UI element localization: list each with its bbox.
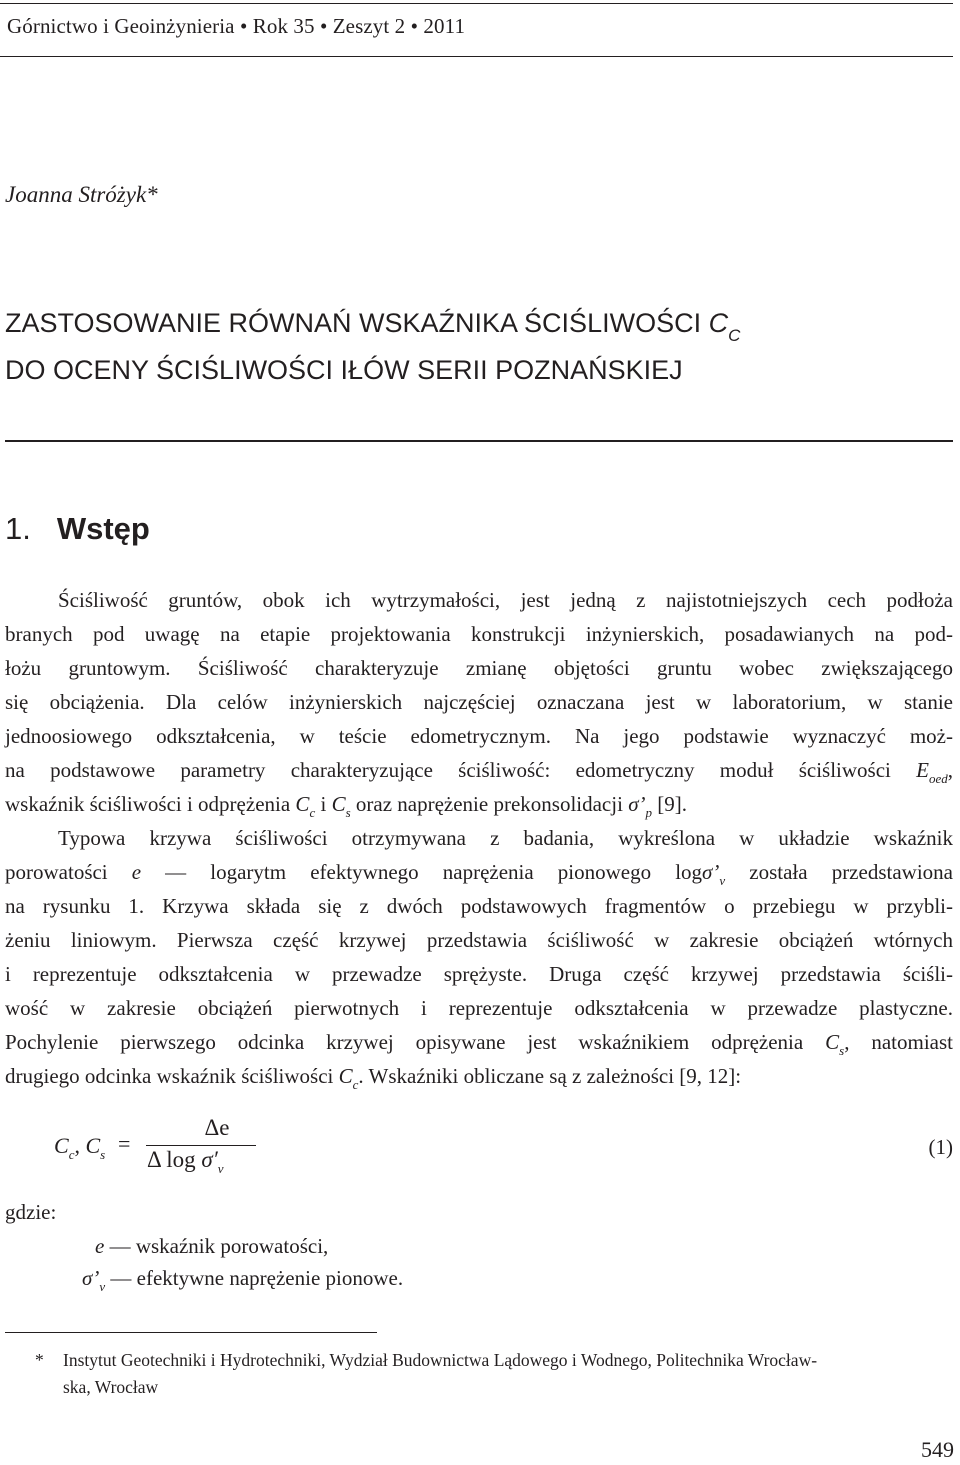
body-line: na podstawowe parametry charakteryzujące ściśliwość: edometryczny moduł ściśliwości $E_{oed}$, bbox=[5, 758, 953, 786]
body-line: Ściśliwość gruntów, obok ich wytrzymałości, jest jedną z najistotniejszych cech podłoża bbox=[58, 588, 953, 612]
header-top-rule bbox=[0, 3, 953, 4]
title-rule bbox=[5, 440, 953, 442]
author-name: Joanna Stróżyk* bbox=[5, 182, 158, 207]
page-number: 549 bbox=[921, 1437, 954, 1462]
header-bottom-rule bbox=[0, 56, 953, 57]
equation-lhs: $C_c$, $C_s$ bbox=[54, 1133, 106, 1162]
footnote-text-cont: ska, Wrocław bbox=[63, 1377, 159, 1397]
body-line: i reprezentuje odkształcenia w przewadze sprężyste. Druga część krzywej przedstawia ściśli- bbox=[5, 962, 953, 986]
title-line-2: DO OCENY ŚCIŚLIWOŚCI IŁÓW SERII POZNAŃSKIEJ bbox=[5, 355, 683, 385]
section-number: 1. bbox=[5, 511, 31, 546]
footnote-text: Instytut Geotechniki i Hydrotechniki, Wydział Budownictwa Lądowego i Wodnego, Politechnika Wrocław- bbox=[63, 1350, 818, 1370]
body-line: wość w zakresie obciążeń pierwotnych i reprezentuje odkształcenia w przewadze plastyczne. bbox=[5, 996, 953, 1020]
equation-equals: = bbox=[118, 1131, 131, 1156]
definition-item: $\sigma’_v$ — efektywne naprężenie pionowe. bbox=[82, 1266, 404, 1294]
title-symbol: C bbox=[708, 308, 729, 338]
body-line: branych pod uwagę na etapie projektowania konstrukcji inżynierskich, posadawianych na pod- bbox=[5, 622, 953, 646]
body-line: porowatości e — logarytm efektywnego naprężenia pionowego $\log\sigma’_v$ została przedstawiona bbox=[5, 860, 953, 888]
section-heading bbox=[5, 511, 150, 547]
footnote-marker: * bbox=[35, 1350, 44, 1370]
body-line: się obciążenia. Dla celów inżynierskich najczęściej oznaczana jest w laboratorium, w stanie bbox=[5, 690, 953, 714]
body-line: jednoosiowego odkształcenia, w teście edometrycznym. Na jego podstawie wyznaczyć moż- bbox=[5, 724, 953, 748]
footnote-rule bbox=[5, 1332, 377, 1333]
equation-number: (1) bbox=[928, 1135, 953, 1159]
fraction-bar bbox=[146, 1145, 256, 1146]
body-line: łożu gruntowym. Ściśliwość charakteryzuje zmianę objętości gruntu wobec zwiększającego bbox=[5, 656, 953, 680]
title-line-1: ZASTOSOWANIE RÓWNAŃ WSKAŹNIKA ŚCIŚLIWOŚCI $C_C$ bbox=[5, 308, 741, 345]
journal-header: Górnictwo i Geoinżynieria • Rok 35 • Zeszyt 2 • 2011 bbox=[7, 14, 466, 38]
body-line: wskaźnik ściśliwości i odprężenia $C_c$ i $C_s$ oraz naprężenie prekonsolidacji $\sigma’_p$ [9]. bbox=[5, 792, 688, 820]
body-line: Typowa krzywa ściśliwości otrzymywana z badania, wykreślona w układzie wskaźnik bbox=[58, 826, 953, 850]
body-line: na rysunku 1. Krzywa składa się z dwóch podstawowych fragmentów o przebiegu w przybli- bbox=[5, 894, 953, 918]
body-line: Pochylenie pierwszego odcinka krzywej opisywane jest wskaźnikiem odprężenia $C_s$, natomiast bbox=[5, 1030, 953, 1058]
body-line: żeniu liniowym. Pierwsza część krzywej przedstawia ściśliwość w zakresie obciążeń wtórnych bbox=[5, 928, 953, 952]
paper-title bbox=[5, 306, 740, 388]
footnote bbox=[35, 1347, 953, 1401]
equation-numerator: Δe bbox=[204, 1115, 230, 1140]
definition-item: e — wskaźnik porowatości, bbox=[95, 1234, 329, 1258]
equation-1 bbox=[54, 1115, 953, 1185]
where-label: gdzie: bbox=[5, 1200, 57, 1224]
body-line: drugiego odcinka wskaźnik ściśliwości $C_c$. Wskaźniki obliczane są z zależności [9, 12]: bbox=[5, 1064, 742, 1092]
section-title: Wstęp bbox=[56, 511, 150, 546]
equation-denominator: Δ $\log \sigma'_v$ bbox=[147, 1147, 224, 1176]
title-symbol-sub: C bbox=[728, 326, 741, 345]
